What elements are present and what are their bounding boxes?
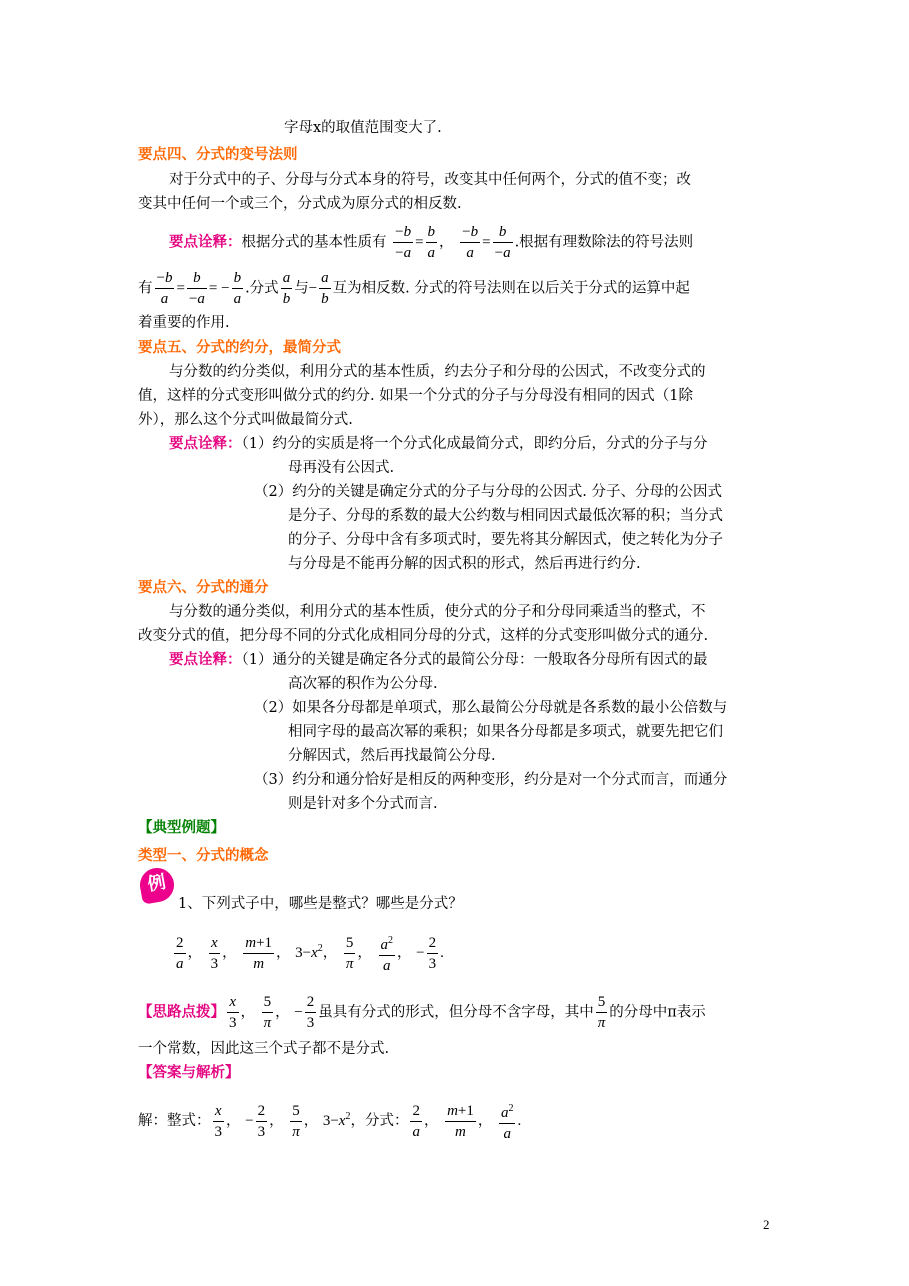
fraction: $\frac{a^2}{a}$ — [379, 931, 396, 976]
fraction: $\frac{b}{a}$ — [427, 224, 436, 261]
text: 互为相反数. 分式的符号法则在以后关于分式的运算中起 — [332, 280, 690, 297]
kp5-note-1 — [169, 434, 707, 454]
example-badge: 例 — [137, 865, 176, 904]
kp6-note-2b: 相同字母的最高次幂的乘积；如果各分母都是多项式，就要先把它们 — [288, 724, 723, 740]
kp5-note-2c: 的分子、分母中含有多项式时，要先将其分解因式，使之转化为分子 — [288, 532, 723, 548]
note-label: 要点诠释： — [169, 651, 242, 668]
examples-heading: 【典型例题】 — [138, 819, 225, 836]
fraction: $\frac{2}{a}$ — [412, 1102, 420, 1140]
kp5-paragraph-line2: 值，这样的分式变形叫做分式的约分. 如果一个分式的分子与分母没有相同的因式（1除 — [138, 388, 693, 404]
kp4-note-line3: 着重要的作用. — [138, 315, 230, 331]
kp6-note-2c: 分解因式，然后再找最简公分母. — [288, 748, 496, 764]
text: 虽具有分式的形式，但分母不含字母，其中 — [318, 1004, 594, 1021]
fraction: $\frac{a}{b}$ — [321, 270, 329, 307]
kp5-paragraph-line3: 外），那么这个分式叫做最简分式. — [138, 412, 353, 428]
fraction: $\frac{b}{-a}$ — [494, 224, 511, 261]
kp6-paragraph-line2: 改变分式的值，把分母不同的分式化成相同分母的分式，这样的分式变形叫做分式的通分. — [138, 628, 709, 644]
continuation-line: 字母x的取值范围变大了. — [284, 120, 442, 136]
fraction: $\frac{m+1}{m}$ — [245, 934, 273, 972]
type1-heading: 类型一、分式的概念 — [138, 847, 269, 864]
fraction: $\frac{m+1}{m}$ — [447, 1102, 474, 1140]
fraction: $\frac{x}{3}$ — [210, 934, 219, 972]
kp4-note-line1: 要点诠释：根据分式的基本性质有 $\frac{-b}{-a}$ = $\frac{b}{a}$ ， $\frac{-b}{a}$ = $\frac{b}{-a}$ .根据有理数除法的符号法则 — [169, 224, 694, 261]
fraction: $\frac{a}{b}$ — [282, 270, 291, 307]
kp5-note-2b: 是分子、分母的系数的最大公约数与相同因式最低次幂的积；当分式 — [288, 508, 723, 524]
fraction: $\frac{5}{\pi}$ — [345, 934, 354, 972]
answer-label: 【答案与解析】 — [138, 1064, 240, 1081]
solution-line: 解：整式： $\frac{x}{3}$ ， − $\frac{2}{3}$ ， $\frac{5}{\pi}$ ， $3-x^2$，分式： $\frac{2}{a}$ ， $\frac{m+1}{m}$ ， $\frac{a^2}{a}$ . — [138, 1096, 521, 1144]
note-label: 要点诠释： — [169, 233, 242, 251]
fraction: $\frac{x}{3}$ — [229, 994, 237, 1031]
kp5-paragraph-line1: 与分数的约分类似，利用分式的基本性质，约去分子和分母的公因式，不改变分式的 — [169, 364, 706, 380]
text: （1）约分的实质是将一个分式化成最简分式，即约分后，分式的分子与分 — [241, 436, 708, 452]
fraction: $\frac{-b}{-a}$ — [395, 224, 412, 261]
fraction: $\frac{x}{3}$ — [214, 1102, 222, 1140]
kp6-note-2a: （2）如果各分母都是单项式，那么最简公分母就是各系数的最小公倍数与 — [254, 700, 728, 716]
text: （1）通分的关键是确定各分式的最简公分母：一般取各分母所有因式的最 — [241, 652, 708, 668]
heading-kp6: 要点六、分式的通分 — [138, 579, 269, 596]
heading-kp4: 要点四、分式的变号法则 — [138, 146, 298, 163]
note-label: 要点诠释： — [169, 435, 242, 452]
hint-line2: 一个常数，因此这三个式子都不是分式. — [138, 1041, 390, 1057]
fraction: $\frac{-b}{a}$ — [156, 270, 173, 307]
note-text: .根据有理数除法的符号法则 — [514, 234, 694, 251]
text: ，分式： — [350, 1113, 409, 1129]
hint-line: 【思路点拨】 $\frac{x}{3}$ ， $\frac{5}{\pi}$ ， − $\frac{2}{3}$ 虽具有分式的形式，但分母不含字母，其中 $\frac{5}{\pi}$ 的分母中π表示 — [138, 994, 706, 1031]
text: .分式 — [245, 280, 279, 297]
kp5-note-1b: 母再没有公因式. — [288, 460, 395, 476]
fraction: $\frac{5}{\pi}$ — [263, 994, 272, 1031]
kp5-note-2d: 与分母是不能再分解的因式积的形式，然后再进行约分. — [288, 556, 641, 572]
kp6-note-3b: 则是针对多个分式而言. — [288, 796, 438, 812]
fraction: $\frac{5}{\pi}$ — [597, 994, 606, 1031]
kp4-paragraph-line2: 变其中任何一个或三个，分式成为原分式的相反数. — [138, 196, 462, 212]
kp4-note-line2: 有 $\frac{-b}{a}$ = $\frac{b}{-a}$ = − $\frac{b}{a}$ .分式 $\frac{a}{b}$ 与− $\frac{a}{b}$ 互为相反数. 分式的符号法则在以后关于分式的运算中起 — [138, 270, 690, 307]
page-number: 2 — [763, 1217, 770, 1232]
kp6-note-1b: 高次幂的积作为公分母. — [288, 676, 438, 692]
fraction: $\frac{2}{a}$ — [176, 934, 184, 972]
fraction: $\frac{2}{3}$ — [306, 994, 315, 1031]
fraction: $\frac{5}{\pi}$ — [292, 1102, 300, 1140]
text: 的分母中π表示 — [609, 1004, 706, 1021]
fraction: $\frac{b}{-a}$ — [188, 270, 205, 307]
fraction: $\frac{b}{a}$ — [233, 270, 242, 307]
kp6-note-3a: （3）约分和通分恰好是相反的两种变形，约分是对一个分式而言，而通分 — [254, 772, 728, 788]
fraction: $\frac{2}{3}$ — [257, 1102, 266, 1140]
kp6-paragraph-line1: 与分数的通分类似，利用分式的基本性质，使分式的分子和分母同乘适当的整式，不 — [169, 604, 706, 620]
text: 解：整式： — [138, 1113, 211, 1129]
kp6-note-1 — [169, 650, 707, 670]
text: 与 — [294, 280, 309, 297]
fraction: $\frac{2}{3}$ — [428, 934, 437, 972]
question-1: 1、下列式子中，哪些是整式？哪些是分式？ — [178, 896, 463, 912]
question-expressions: $\frac{2}{a}$ ， $\frac{x}{3}$ ， $\frac{m+1}{m}$ ， $3-x^2$， $\frac{5}{\pi}$ ， $\frac{a^2}{a}$ ， − $\frac{2}{3}$ . — [172, 928, 444, 976]
fraction: $\frac{a^2}{a}$ — [499, 1099, 516, 1144]
note-text: 根据分式的基本性质有 — [241, 234, 387, 251]
kp5-note-2a: （2）约分的关键是确定分式的分子与分母的公因式. 分子、分母的公因式 — [254, 484, 722, 500]
hint-label: 【思路点拨】 — [138, 1003, 225, 1021]
fraction: $\frac{-b}{a}$ — [462, 224, 479, 261]
kp4-paragraph-line1: 对于分式中的子、分母与分式本身的符号，改变其中任何两个，分式的值不变；改 — [169, 172, 691, 188]
text: 有 — [138, 280, 153, 297]
heading-kp5: 要点五、分式的约分，最简分式 — [138, 339, 341, 356]
